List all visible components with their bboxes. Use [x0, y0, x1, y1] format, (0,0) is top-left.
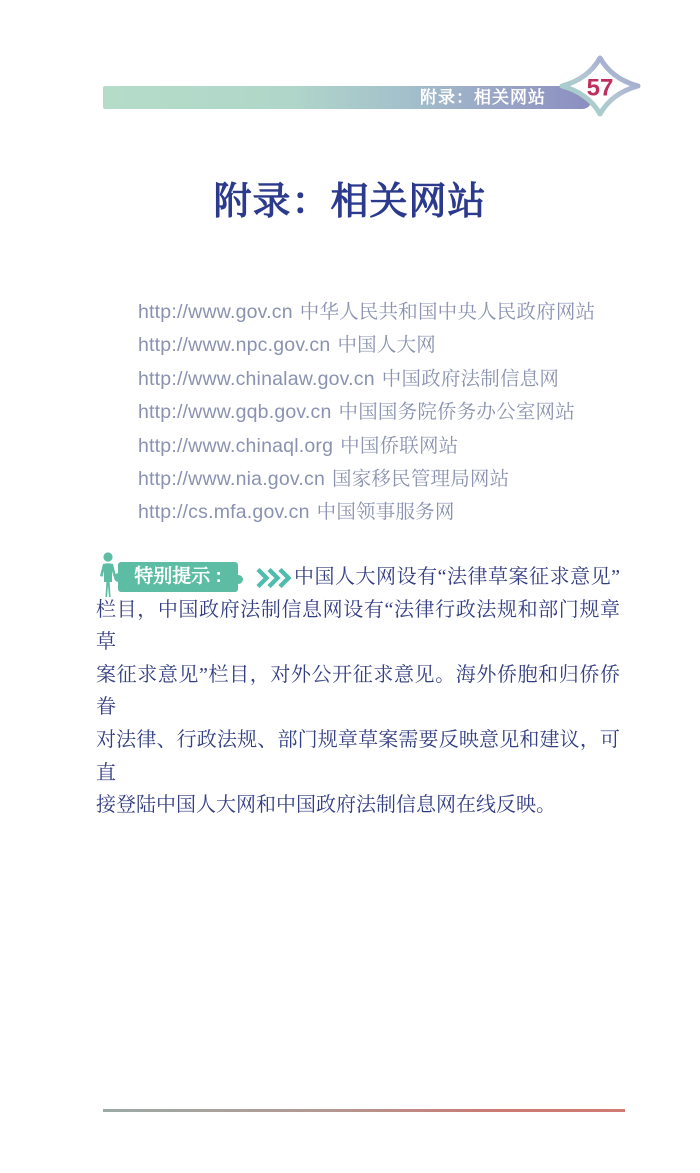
website-name: 中华人民共和国中央人民政府网站 — [299, 301, 596, 323]
list-item — [138, 396, 658, 429]
footer-rule — [103, 1109, 625, 1112]
list-item — [138, 363, 658, 396]
website-url[interactable]: http://www.npc.gov.cn — [138, 334, 331, 357]
list-item — [138, 296, 658, 329]
page-number: 57 — [586, 74, 614, 102]
website-url[interactable]: http://www.gqb.gov.cn — [138, 401, 332, 424]
list-item — [138, 463, 658, 496]
triple-chevron-icon — [256, 568, 292, 588]
list-item — [138, 430, 658, 463]
website-name: 中国领事服务网 — [316, 501, 455, 524]
website-name: 中国国务院侨务办公室网站 — [338, 401, 575, 424]
diamond-star-icon — [555, 51, 645, 121]
website-name: 中国人大网 — [337, 334, 436, 357]
website-name: 国家移民管理局网站 — [332, 468, 510, 491]
website-url[interactable]: http://www.chinaql.org — [138, 434, 334, 457]
website-name: 中国政府法制信息网 — [381, 367, 560, 390]
special-note-badge: 特别提示 : — [118, 562, 238, 592]
note-text-line: 栏目，中国政府法制信息网设有“法律行政法规和部门规章草 — [96, 598, 620, 654]
website-url[interactable]: http://cs.mfa.gov.cn — [138, 501, 310, 524]
website-url[interactable]: http://www.nia.gov.cn — [138, 468, 326, 491]
page-title: 附录：相关网站 — [213, 181, 487, 223]
header-section-title: 附录：相关网站 — [420, 88, 546, 107]
website-url[interactable]: http://www.gov.cn — [138, 301, 293, 323]
website-list — [138, 296, 658, 530]
note-text-line: 中国人大网设有“法律草案征求意见” — [294, 566, 620, 588]
website-url[interactable]: http://www.chinalaw.gov.cn — [138, 367, 375, 390]
list-item — [138, 329, 658, 362]
website-name: 中国侨联网站 — [340, 434, 459, 457]
note-text-line: 对法律、行政法规、部门规章草案需要反映意见和建议，可直 — [96, 728, 620, 784]
list-item — [138, 496, 658, 529]
header-bar — [103, 86, 592, 109]
special-note — [96, 561, 620, 822]
note-text-line: 接登陆中国人大网和中国政府法制信息网在线反映。 — [96, 794, 556, 817]
note-text-line: 案征求意见”栏目，对外公开征求意见。海外侨胞和归侨侨眷 — [96, 663, 620, 719]
